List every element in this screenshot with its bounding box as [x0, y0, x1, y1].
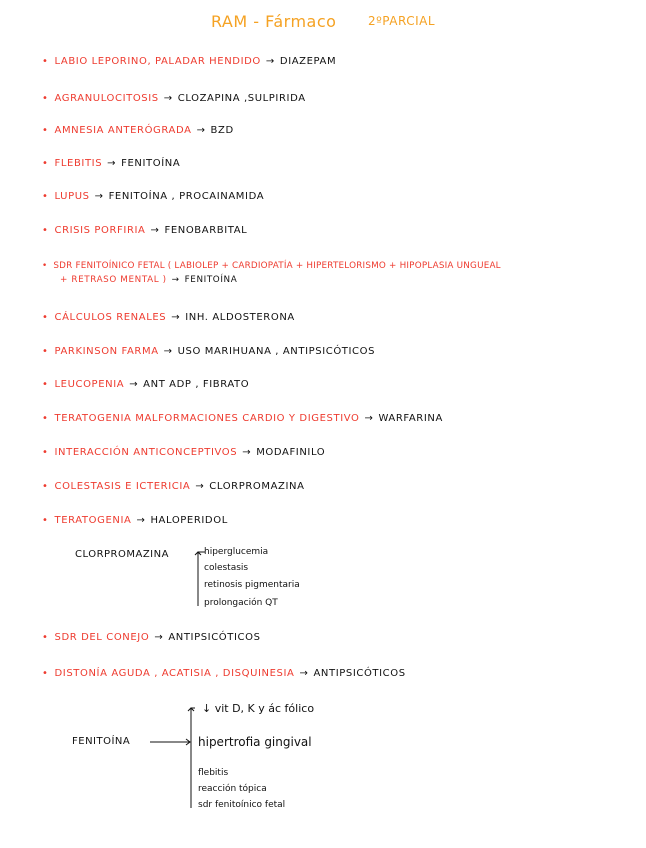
list-item: • SDR DEL CONEJO → ANTIPSICÓTICOS — [42, 632, 261, 643]
fenitoina-item: flebitis — [198, 768, 229, 778]
page-title — [0, 12, 646, 31]
list-item-continuation: + RETRASO MENTAL ) → FENITOÍNA — [60, 275, 238, 285]
list-item: • LABIO LEPORINO, PALADAR HENDIDO → DIAZEPAM — [42, 56, 337, 67]
fenitoina-item: hipertrofia gingival — [198, 735, 312, 749]
list-item: • CÁLCULOS RENALES → INH. ALDOSTERONA — [42, 312, 295, 323]
clorpromazina-item: colestasis — [204, 563, 249, 573]
list-item: • FLEBITIS → FENITOÍNA — [42, 158, 181, 169]
title-main: RAM - Fármaco — [210, 12, 337, 31]
list-item: • INTERACCIÓN ANTICONCEPTIVOS → MODAFINILO — [42, 447, 326, 458]
clorpromazina-label: CLORPROMAZINA — [75, 549, 169, 560]
title-sub: 2ºPARCIAL — [368, 14, 436, 28]
list-item: • SDR FENITOÍNICO FETAL ( LABIOLEP + CARDIOPATÍA + HIPERTELORISMO + HIPOPLASIA UNGUEAL — [42, 261, 501, 271]
list-item: • PARKINSON FARMA → USO MARIHUANA , ANTIPSICÓTICOS — [42, 346, 376, 357]
list-item: • LEUCOPENIA → ANT ADP , FIBRATO — [42, 379, 250, 390]
fenitoina-item: sdr fenitoínico fetal — [198, 800, 286, 810]
fenitoina-brace — [150, 700, 210, 815]
list-item: • AGRANULOCITOSIS → CLOZAPINA ,SULPIRIDA — [42, 93, 306, 104]
list-item: • CRISIS PORFIRIA → FENOBARBITAL — [42, 225, 248, 236]
list-item: • TERATOGENIA MALFORMACIONES CARDIO Y DIGESTIVO → WARFARINA — [42, 413, 443, 424]
fenitoina-label: FENITOÍNA — [72, 736, 131, 747]
clorpromazina-item: retinosis pigmentaria — [204, 580, 300, 590]
clorpromazina-item: prolongación QT — [204, 598, 278, 608]
list-item: • COLESTASIS E ICTERICIA → CLORPROMAZINA — [42, 481, 305, 492]
list-item: • DISTONÍA AGUDA , ACATISIA , DISQUINESIA → ANTIPSICÓTICOS — [42, 668, 406, 679]
fenitoina-item: ↓ vit D, K y ác fólico — [202, 702, 315, 715]
fenitoina-item: reacción tópica — [198, 784, 267, 794]
list-item: • LUPUS → FENITOÍNA , PROCAINAMIDA — [42, 191, 265, 202]
list-item: • TERATOGENIA → HALOPERIDOL — [42, 515, 228, 526]
list-item: • AMNESIA ANTERÓGRADA → BZD — [42, 125, 234, 136]
clorpromazina-item: hiperglucemia — [204, 547, 269, 557]
